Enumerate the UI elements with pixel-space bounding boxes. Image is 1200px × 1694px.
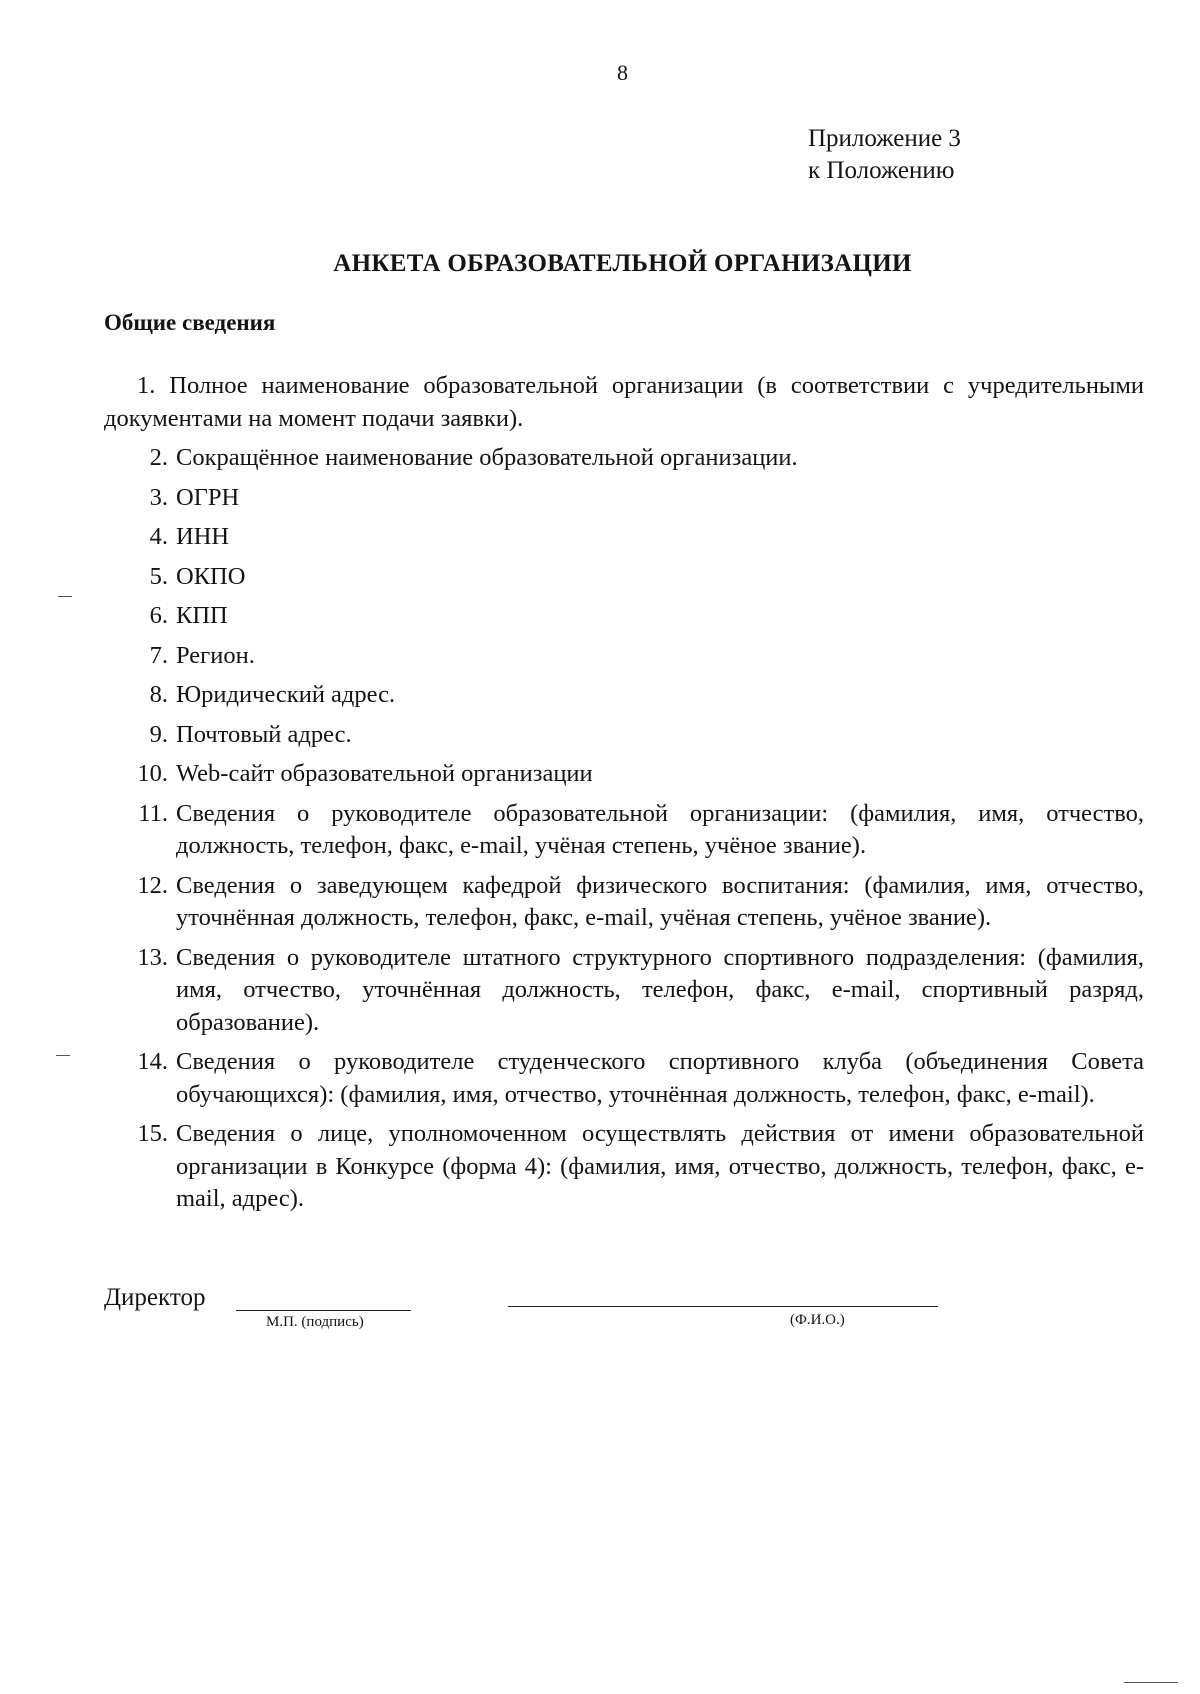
- name-caption: (Ф.И.О.): [790, 1312, 845, 1328]
- item-number: 12.: [137, 871, 168, 899]
- appendix-line-1: Приложение 3: [808, 125, 961, 152]
- item-number: 2.: [149, 444, 168, 471]
- item-number: 3.: [149, 483, 168, 511]
- list-item: [104, 679, 1144, 712]
- item-number: 1.: [137, 372, 156, 399]
- item-text: ОКПО: [176, 562, 246, 590]
- signature-label: Директор: [104, 1284, 206, 1311]
- appendix-line-2: к Положению: [808, 157, 955, 184]
- questionnaire-list: [104, 370, 1144, 1223]
- item-text: Сведения о руководителе штатного структурного спортивного подразделения: (фамилия, имя, отчество, уточнённая должность, телефон, факс, e-mail, спортивный разряд, образование).: [176, 943, 1144, 1036]
- item-number: 13.: [137, 943, 168, 971]
- item-number: 11.: [138, 799, 168, 827]
- list-item: [104, 1046, 1144, 1111]
- item-text: Сведения о лице, уполномоченном осуществлять действия от имени образовательной организации в Конкурсе (форма 4): (фамилия, имя, отчество, должность, телефон, факс, e-mail, адрес).: [176, 1120, 1144, 1212]
- item-number: 14.: [137, 1048, 168, 1075]
- item-text: Сокращённое наименование образовательной организации.: [176, 444, 798, 471]
- item-text: Почтовый адрес.: [176, 720, 352, 748]
- item-number: 15.: [137, 1120, 168, 1147]
- appendix-reference: [808, 123, 961, 187]
- list-item: [104, 1118, 1144, 1216]
- list-item: [104, 482, 1144, 515]
- list-item: [104, 870, 1144, 935]
- item-text: Регион.: [176, 641, 255, 669]
- list-item: [104, 600, 1144, 633]
- name-line: [508, 1306, 938, 1307]
- signature-caption: М.П. (подпись): [266, 1314, 364, 1330]
- list-item: [104, 370, 1144, 435]
- list-item: [104, 561, 1144, 594]
- item-number: 6.: [149, 602, 168, 629]
- item-text: ИНН: [176, 523, 230, 550]
- list-item: [104, 719, 1144, 752]
- signature-block: [104, 1284, 1104, 1344]
- item-number: 7.: [149, 641, 168, 669]
- item-text: Web-сайт образовательной организации: [176, 760, 593, 787]
- item-text: Сведения о руководителе студенческого спортивного клуба (объединения Совета обучающихся): (фамилия, имя, отчество, уточнённая должность, телефон, факс, e-mail).: [176, 1048, 1144, 1108]
- list-item: [104, 942, 1144, 1040]
- item-text: Юридический адрес.: [176, 681, 396, 708]
- scan-mark: [56, 1055, 70, 1056]
- item-text: Полное наименование образовательной организации (в соответствии с учредительными документами на момент подачи заявки).: [104, 372, 1145, 432]
- list-item: [104, 442, 1144, 475]
- scan-mark: [58, 596, 72, 597]
- list-item: [104, 640, 1144, 673]
- item-text: Сведения о заведующем кафедрой физического воспитания: (фамилия, имя, отчество, уточнённая должность, телефон, факс, e-mail, учёная степень, учёное звание).: [176, 871, 1144, 931]
- item-text: КПП: [176, 602, 228, 629]
- list-item: [104, 758, 1144, 791]
- item-number: 9.: [149, 720, 168, 748]
- page-number: 8: [617, 60, 628, 85]
- section-heading: Общие сведения: [104, 310, 276, 335]
- item-text: ОГРН: [176, 483, 240, 511]
- signature-line: [236, 1310, 411, 1311]
- item-text: Сведения о руководителе образовательной организации: (фамилия, имя, отчество, должность, телефон, факс, e-mail, учёная степень, учёное звание).: [176, 799, 1144, 859]
- scan-mark: [1124, 1682, 1178, 1683]
- item-number: 8.: [149, 681, 168, 708]
- list-item: [104, 521, 1144, 554]
- item-number: 5.: [149, 562, 168, 590]
- item-number: 10.: [137, 760, 168, 787]
- list-item: [104, 798, 1144, 863]
- document-title: АНКЕТА ОБРАЗОВАТЕЛЬНОЙ ОРГАНИЗАЦИИ: [333, 250, 912, 277]
- item-number: 4.: [149, 523, 168, 550]
